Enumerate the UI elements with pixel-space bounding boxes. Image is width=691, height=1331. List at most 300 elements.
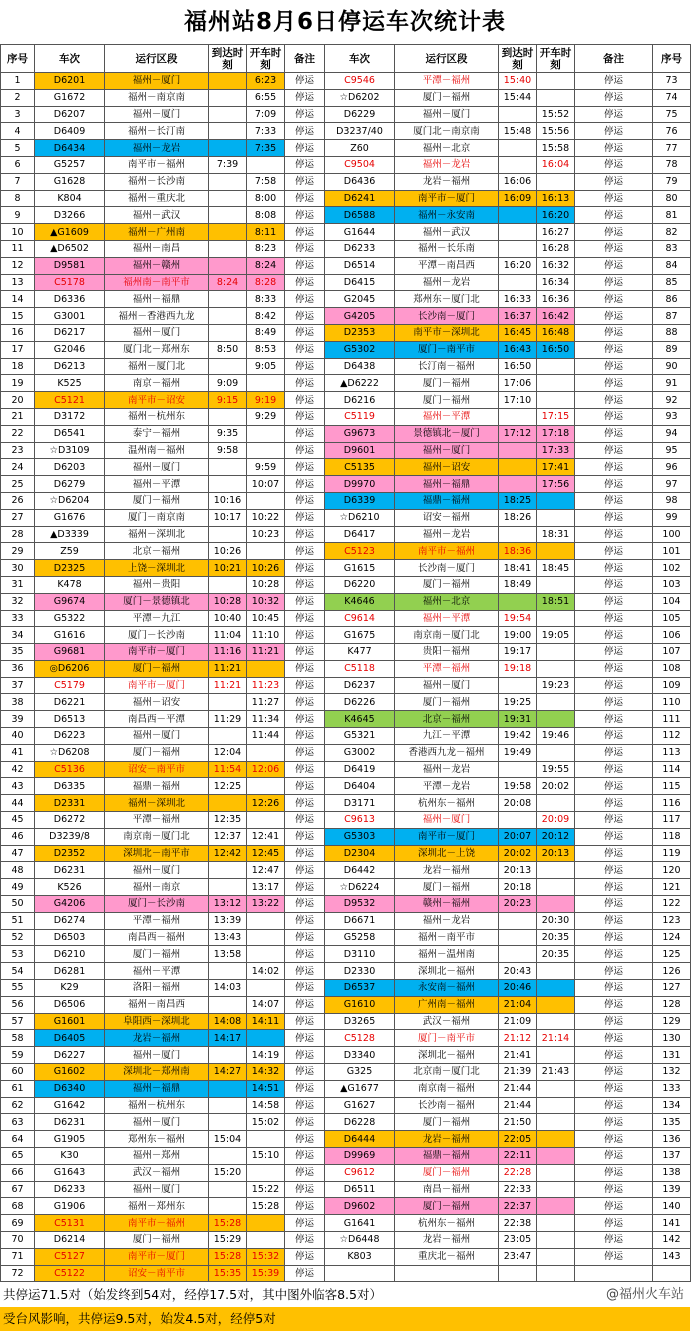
left-seq-cell: 22 (1, 425, 35, 442)
left-arrive-cell: 13:12 (209, 896, 247, 913)
right-depart-cell: 16:50 (537, 341, 575, 358)
right-note-cell: 停运 (575, 156, 653, 173)
left-seq-cell: 53 (1, 946, 35, 963)
right-arrive-cell: 15:40 (499, 73, 537, 90)
left-seq-cell: 2 (1, 89, 35, 106)
right-note-cell: 停运 (575, 828, 653, 845)
schedule-table (0, 44, 691, 1282)
right-seq-cell: 106 (653, 627, 691, 644)
right-arrive-cell: 17:06 (499, 375, 537, 392)
right-depart-cell (537, 576, 575, 593)
left-route-cell: 南平市－厦门 (105, 677, 209, 694)
right-seq-cell: 83 (653, 240, 691, 257)
left-seq-cell: 16 (1, 324, 35, 341)
left-depart-cell: 7:33 (247, 123, 285, 140)
left-note-cell: 停运 (285, 358, 325, 375)
left-arrive-cell: 14:08 (209, 1013, 247, 1030)
left-depart-cell: 12:47 (247, 862, 285, 879)
right-route-cell: 重庆北－福州 (395, 1248, 499, 1265)
left-depart-cell (247, 744, 285, 761)
left-route-cell: 诏安－南平市 (105, 1265, 209, 1282)
left-arrive-cell (209, 358, 247, 375)
left-seq-cell: 47 (1, 845, 35, 862)
right-depart-cell: 19:55 (537, 761, 575, 778)
table-row (1, 1198, 691, 1215)
table-row (1, 140, 691, 157)
left-note-cell: 停运 (285, 912, 325, 929)
right-seq-cell: 94 (653, 425, 691, 442)
left-train-cell: D6221 (35, 694, 105, 711)
right-depart-cell: 16:13 (537, 190, 575, 207)
left-train-cell: D6207 (35, 106, 105, 123)
right-train-cell (325, 1265, 395, 1282)
left-train-cell: G9681 (35, 644, 105, 661)
left-note-cell: 停运 (285, 677, 325, 694)
left-seq-cell: 48 (1, 862, 35, 879)
table-row (1, 946, 691, 963)
left-train-cell: D3266 (35, 207, 105, 224)
right-depart-cell: 16:32 (537, 257, 575, 274)
table-row (1, 677, 691, 694)
right-depart-cell: 18:45 (537, 560, 575, 577)
left-note-cell: 停运 (285, 1248, 325, 1265)
right-note-cell: 停运 (575, 1181, 653, 1198)
right-depart-cell (537, 1013, 575, 1030)
right-note-cell: 停运 (575, 744, 653, 761)
right-depart-cell (537, 744, 575, 761)
left-arrive-cell: 12:37 (209, 828, 247, 845)
left-train-cell: D6506 (35, 996, 105, 1013)
right-arrive-cell: 21:41 (499, 1047, 537, 1064)
right-depart-cell (537, 73, 575, 90)
left-note-cell: 停运 (285, 963, 325, 980)
right-note-cell: 停运 (575, 879, 653, 896)
right-seq-cell: 110 (653, 694, 691, 711)
left-route-cell: 福州－厦门 (105, 1114, 209, 1131)
right-seq-cell: 100 (653, 526, 691, 543)
left-depart-cell (247, 912, 285, 929)
left-train-cell: D6274 (35, 912, 105, 929)
left-note-cell: 停运 (285, 644, 325, 661)
right-depart-cell (537, 509, 575, 526)
table-row (1, 459, 691, 476)
left-note-cell: 停运 (285, 257, 325, 274)
right-route-cell: 厦门－福州 (395, 576, 499, 593)
right-arrive-cell: 21:39 (499, 1064, 537, 1081)
right-arrive-cell: 18:25 (499, 492, 537, 509)
right-train-cell: D6537 (325, 980, 395, 997)
right-note-cell: 停运 (575, 358, 653, 375)
left-seq-cell: 19 (1, 375, 35, 392)
right-route-cell: 长沙南－福州 (395, 1097, 499, 1114)
right-train-cell: D3237/40 (325, 123, 395, 140)
left-train-cell: D6231 (35, 1114, 105, 1131)
right-arrive-cell (499, 207, 537, 224)
table-row (1, 610, 691, 627)
right-seq-cell: 124 (653, 929, 691, 946)
right-seq-cell: 122 (653, 896, 691, 913)
right-note-cell: 停运 (575, 240, 653, 257)
left-arrive-cell: 11:29 (209, 711, 247, 728)
right-route-cell: 福州－永安南 (395, 207, 499, 224)
right-depart-cell (537, 1097, 575, 1114)
left-note-cell: 停运 (285, 1047, 325, 1064)
right-arrive-cell (499, 761, 537, 778)
right-depart-cell: 15:58 (537, 140, 575, 157)
left-note-cell: 停运 (285, 929, 325, 946)
right-note-cell: 停运 (575, 1047, 653, 1064)
right-arrive-cell (499, 929, 537, 946)
right-depart-cell (537, 1164, 575, 1181)
left-arrive-cell: 10:26 (209, 543, 247, 560)
right-train-cell: C5118 (325, 660, 395, 677)
left-arrive-cell (209, 1198, 247, 1215)
right-note-cell: 停运 (575, 459, 653, 476)
left-note-cell: 停运 (285, 627, 325, 644)
right-arrive-cell: 16:33 (499, 291, 537, 308)
left-route-cell: 福州南－南平市 (105, 274, 209, 291)
right-arrive-cell: 22:28 (499, 1164, 537, 1181)
right-route-cell: 厦门－南平市 (395, 341, 499, 358)
left-train-cell: D6217 (35, 324, 105, 341)
left-depart-cell: 9:05 (247, 358, 285, 375)
right-train-cell: G4205 (325, 308, 395, 325)
left-seq-cell: 49 (1, 879, 35, 896)
right-train-cell: D3340 (325, 1047, 395, 1064)
right-seq-cell: 88 (653, 324, 691, 341)
left-depart-cell: 13:17 (247, 879, 285, 896)
left-route-cell: 福州－香港西九龙 (105, 308, 209, 325)
right-train-cell: D6514 (325, 257, 395, 274)
right-route-cell: 南京南－厦门北 (395, 627, 499, 644)
left-depart-cell (247, 660, 285, 677)
right-note-cell: 停运 (575, 560, 653, 577)
left-route-cell: 福鼎－福州 (105, 778, 209, 795)
left-route-cell: 福州－厦门 (105, 73, 209, 90)
left-depart-cell (247, 812, 285, 829)
left-route-cell: 福州－诏安 (105, 694, 209, 711)
left-arrive-cell: 12:35 (209, 812, 247, 829)
left-route-cell: 南平市－福州 (105, 156, 209, 173)
left-depart-cell (247, 156, 285, 173)
summary-footer (0, 1282, 690, 1307)
right-seq-cell: 79 (653, 173, 691, 190)
left-depart-cell: 11:44 (247, 728, 285, 745)
left-depart-cell: 9:19 (247, 392, 285, 409)
left-route-cell: 福州－厦门 (105, 1047, 209, 1064)
left-note-cell: 停运 (285, 694, 325, 711)
left-note-cell: 停运 (285, 1097, 325, 1114)
left-route-cell: 南京南－厦门北 (105, 828, 209, 845)
right-depart-cell (537, 644, 575, 661)
left-seq-cell: 30 (1, 560, 35, 577)
left-depart-cell: 12:06 (247, 761, 285, 778)
left-seq-cell: 46 (1, 828, 35, 845)
left-route-cell: 福州－广州南 (105, 224, 209, 241)
left-arrive-cell (209, 862, 247, 879)
left-seq-cell: 38 (1, 694, 35, 711)
right-route-cell: 厦门－福州 (395, 879, 499, 896)
right-route-cell: 杭州东－福州 (395, 795, 499, 812)
typhoon-summary: 受台风影响，共停运9.5对，始发4.5对，经停5对 (0, 1307, 690, 1331)
right-depart-cell (537, 795, 575, 812)
right-train-cell: D6671 (325, 912, 395, 929)
right-arrive-cell: 21:50 (499, 1114, 537, 1131)
left-arrive-cell: 9:09 (209, 375, 247, 392)
right-train-cell: G1610 (325, 996, 395, 1013)
left-note-cell: 停运 (285, 156, 325, 173)
left-depart-cell: 11:10 (247, 627, 285, 644)
left-arrive-cell (209, 526, 247, 543)
left-depart-cell: 8:08 (247, 207, 285, 224)
left-route-cell: 厦门－福州 (105, 1231, 209, 1248)
left-train-cell: C5122 (35, 1265, 105, 1282)
table-row (1, 1114, 691, 1131)
left-note-cell: 停运 (285, 173, 325, 190)
left-train-cell: D6434 (35, 140, 105, 157)
right-route-cell: 南平市－厦门 (395, 828, 499, 845)
right-seq-cell: 90 (653, 358, 691, 375)
right-route-cell: 北京南－厦门北 (395, 1064, 499, 1081)
right-route-cell: 长汀南－福州 (395, 358, 499, 375)
left-arrive-cell (209, 1047, 247, 1064)
right-note-cell: 停运 (575, 711, 653, 728)
right-seq-cell: 131 (653, 1047, 691, 1064)
left-train-cell: D6214 (35, 1231, 105, 1248)
left-train-cell: G5257 (35, 156, 105, 173)
left-arrive-cell (209, 123, 247, 140)
right-note-cell: 停运 (575, 845, 653, 862)
right-note-cell: 停运 (575, 291, 653, 308)
left-train-cell: G9674 (35, 593, 105, 610)
right-seq-cell: 112 (653, 728, 691, 745)
left-note-cell: 停运 (285, 996, 325, 1013)
right-depart-cell (537, 1148, 575, 1165)
right-train-cell: D6233 (325, 240, 395, 257)
right-arrive-cell: 16:20 (499, 257, 537, 274)
right-note-cell: 停运 (575, 996, 653, 1013)
header-seq-left: 序号 (1, 45, 35, 73)
right-note-cell: 停运 (575, 207, 653, 224)
right-depart-cell (537, 879, 575, 896)
right-depart-cell: 18:51 (537, 593, 575, 610)
right-depart-cell: 15:56 (537, 123, 575, 140)
right-depart-cell: 16:28 (537, 240, 575, 257)
left-arrive-cell (209, 173, 247, 190)
right-train-cell: ▲G1677 (325, 1080, 395, 1097)
left-note-cell: 停运 (285, 140, 325, 157)
right-route-cell: 福州－福鼎 (395, 476, 499, 493)
right-depart-cell: 20:35 (537, 946, 575, 963)
left-route-cell: 福州－平潭 (105, 963, 209, 980)
right-train-cell: D6415 (325, 274, 395, 291)
left-depart-cell: 15:28 (247, 1198, 285, 1215)
left-seq-cell: 64 (1, 1131, 35, 1148)
right-note-cell: 停运 (575, 106, 653, 123)
right-train-cell: D6229 (325, 106, 395, 123)
left-arrive-cell: 11:54 (209, 761, 247, 778)
right-route-cell: 南京南－福州 (395, 1080, 499, 1097)
left-train-cell: G1616 (35, 627, 105, 644)
left-depart-cell: 8:42 (247, 308, 285, 325)
right-note-cell: 停运 (575, 274, 653, 291)
left-train-cell: G3001 (35, 308, 105, 325)
right-depart-cell (537, 1198, 575, 1215)
right-note-cell: 停运 (575, 492, 653, 509)
left-arrive-cell: 14:27 (209, 1064, 247, 1081)
right-depart-cell: 21:14 (537, 1030, 575, 1047)
left-seq-cell: 13 (1, 274, 35, 291)
right-train-cell: D6438 (325, 358, 395, 375)
left-arrive-cell: 13:39 (209, 912, 247, 929)
right-train-cell: D6237 (325, 677, 395, 694)
right-seq-cell: 101 (653, 543, 691, 560)
left-note-cell: 停运 (285, 1131, 325, 1148)
right-arrive-cell (499, 156, 537, 173)
right-route-cell: 福鼎－福州 (395, 492, 499, 509)
right-train-cell: D6417 (325, 526, 395, 543)
header-arrive-left: 到达时刻 (209, 45, 247, 73)
left-route-cell: 阜阳西－深圳北 (105, 1013, 209, 1030)
right-seq-cell: 125 (653, 946, 691, 963)
table-row (1, 207, 691, 224)
table-row (1, 1164, 691, 1181)
table-row (1, 106, 691, 123)
left-route-cell: 福州－厦门 (105, 1181, 209, 1198)
right-note-cell: 停运 (575, 896, 653, 913)
right-note-cell: 停运 (575, 73, 653, 90)
right-route-cell: 深圳北－福州 (395, 1047, 499, 1064)
left-note-cell: 停运 (285, 492, 325, 509)
left-depart-cell: 14:58 (247, 1097, 285, 1114)
left-note-cell: 停运 (285, 89, 325, 106)
left-seq-cell: 70 (1, 1231, 35, 1248)
left-arrive-cell: 7:39 (209, 156, 247, 173)
left-depart-cell: 12:26 (247, 795, 285, 812)
right-note-cell: 停运 (575, 1248, 653, 1265)
right-train-cell: ☆D6210 (325, 509, 395, 526)
header-route-right: 运行区段 (395, 45, 499, 73)
left-route-cell: 南昌西－平潭 (105, 711, 209, 728)
left-arrive-cell (209, 207, 247, 224)
right-arrive-cell (499, 442, 537, 459)
left-note-cell: 停运 (285, 408, 325, 425)
right-train-cell: ☆D6224 (325, 879, 395, 896)
header-note-left: 备注 (285, 45, 325, 73)
right-train-cell: D2353 (325, 324, 395, 341)
table-row (1, 291, 691, 308)
left-note-cell: 停运 (285, 526, 325, 543)
left-note-cell: 停运 (285, 341, 325, 358)
left-depart-cell: 8:23 (247, 240, 285, 257)
left-note-cell: 停运 (285, 593, 325, 610)
left-arrive-cell: 15:35 (209, 1265, 247, 1282)
right-seq-cell: 78 (653, 156, 691, 173)
right-depart-cell (537, 392, 575, 409)
right-train-cell: D6419 (325, 761, 395, 778)
table-row (1, 308, 691, 325)
right-note-cell: 停运 (575, 1080, 653, 1097)
right-arrive-cell: 19:54 (499, 610, 537, 627)
left-route-cell: 福州－南昌西 (105, 996, 209, 1013)
right-arrive-cell: 19:42 (499, 728, 537, 745)
left-seq-cell: 25 (1, 476, 35, 493)
left-train-cell: D3239/8 (35, 828, 105, 845)
left-seq-cell: 40 (1, 728, 35, 745)
right-train-cell: G1675 (325, 627, 395, 644)
left-note-cell: 停运 (285, 375, 325, 392)
right-seq-cell: 87 (653, 308, 691, 325)
left-route-cell: 厦门北－郑州东 (105, 341, 209, 358)
right-arrive-cell (499, 812, 537, 829)
table-row (1, 828, 691, 845)
right-arrive-cell: 16:45 (499, 324, 537, 341)
right-route-cell: 厦门－福州 (395, 392, 499, 409)
table-row (1, 660, 691, 677)
right-note-cell: 停运 (575, 543, 653, 560)
right-arrive-cell: 16:06 (499, 173, 537, 190)
left-note-cell: 停运 (285, 1064, 325, 1081)
right-note-cell: 停运 (575, 140, 653, 157)
left-note-cell: 停运 (285, 879, 325, 896)
left-arrive-cell (209, 240, 247, 257)
left-train-cell: G1642 (35, 1097, 105, 1114)
table-row (1, 744, 691, 761)
left-arrive-cell (209, 728, 247, 745)
right-route-cell: 深圳北－福州 (395, 963, 499, 980)
left-route-cell: 龙岩－福州 (105, 1030, 209, 1047)
right-arrive-cell (499, 274, 537, 291)
left-depart-cell: 8:53 (247, 341, 285, 358)
table-row (1, 795, 691, 812)
left-arrive-cell: 12:25 (209, 778, 247, 795)
table-row (1, 156, 691, 173)
right-depart-cell (537, 1265, 575, 1282)
right-train-cell: G9673 (325, 425, 395, 442)
left-note-cell: 停运 (285, 73, 325, 90)
right-seq-cell: 89 (653, 341, 691, 358)
left-train-cell: D6503 (35, 929, 105, 946)
left-arrive-cell: 10:21 (209, 560, 247, 577)
left-route-cell: 福州－长汀南 (105, 123, 209, 140)
left-arrive-cell: 11:21 (209, 677, 247, 694)
right-arrive-cell: 17:12 (499, 425, 537, 442)
right-arrive-cell (499, 459, 537, 476)
left-route-cell: 南平市－厦门 (105, 1248, 209, 1265)
table-row (1, 963, 691, 980)
right-train-cell: G5303 (325, 828, 395, 845)
left-train-cell: C5178 (35, 274, 105, 291)
left-route-cell: 平潭－福州 (105, 812, 209, 829)
left-route-cell: 福州－福鼎 (105, 1080, 209, 1097)
left-route-cell: 福州－深圳北 (105, 526, 209, 543)
table-row (1, 324, 691, 341)
table-row (1, 761, 691, 778)
left-seq-cell: 41 (1, 744, 35, 761)
table-row (1, 173, 691, 190)
left-route-cell: 福州－南京 (105, 879, 209, 896)
right-arrive-cell: 21:44 (499, 1097, 537, 1114)
right-depart-cell: 20:02 (537, 778, 575, 795)
left-note-cell: 停运 (285, 980, 325, 997)
left-depart-cell (247, 1164, 285, 1181)
left-seq-cell: 28 (1, 526, 35, 543)
right-seq-cell: 86 (653, 291, 691, 308)
left-route-cell: 深圳北－南平市 (105, 845, 209, 862)
right-train-cell: D9601 (325, 442, 395, 459)
left-note-cell: 停运 (285, 1080, 325, 1097)
right-note-cell: 停运 (575, 190, 653, 207)
